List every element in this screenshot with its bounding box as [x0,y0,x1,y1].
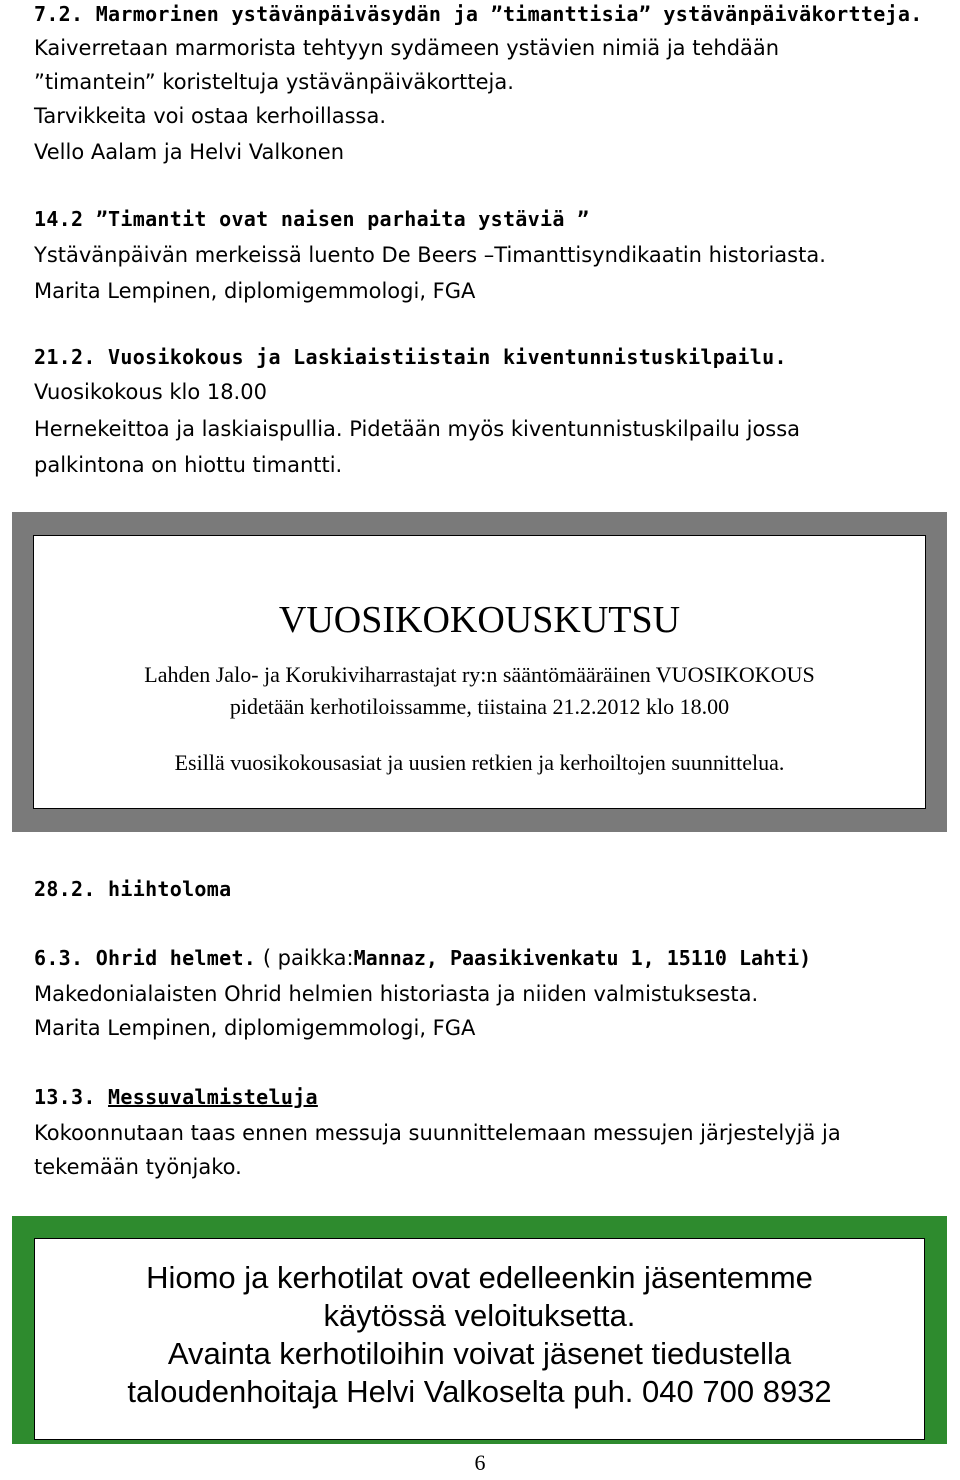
page-number: 6 [474,1450,486,1475]
notice-box-inner [34,1238,925,1440]
section-13-3-line: Kokoonnutaan taas ennen messuja suunnittelemaan messujen järjestelyjä ja [34,1121,841,1145]
section-13-3-heading-line [34,1083,318,1111]
notice-box [12,1216,947,1444]
section-6-3-place: Mannaz, Paasikivenkatu 1, 15110 Lahti) [353,946,812,970]
invitation-line: Lahden Jalo- ja Korukiviharrastajat ry:n sääntömääräinen VUOSIKOKOUS [144,662,815,687]
section-7-2-line: ”timantein” koristeltuja ystävänpäiväkortteja. [34,70,514,94]
notice-line: käytössä veloituksetta. [323,1298,636,1333]
section-14-2-heading: 14.2 ”Timantit ovat naisen parhaita ystäviä ” [34,207,590,231]
section-6-3-place-prefix: ( paikka: [256,946,354,970]
section-21-2-heading: 21.2. Vuosikokous ja Laskiaistiistain kiventunnistuskilpailu. [34,345,787,369]
invitation-line: pidetään kerhotiloissamme, tiistaina 21.2.2012 klo 18.00 [229,694,730,719]
section-6-3-line: Marita Lempinen, diplomigemmologi, FGA [34,1016,476,1040]
section-6-3-heading: 6.3. Ohrid helmet. [34,946,257,970]
section-14-2-line: Marita Lempinen, diplomigemmologi, FGA [34,279,476,303]
invitation-box-inner [33,535,926,809]
section-7-2-line: Vello Aalam ja Helvi Valkonen [34,140,345,164]
invitation-line: Esillä vuosikokousasiat ja uusien retkien ja kerhoiltojen suunnittelua. [174,750,785,775]
invitation-title: VUOSIKOKOUSKUTSU [278,599,681,641]
section-7-2-line: Kaiverretaan marmorista tehtyyn sydämeen ystävien nimiä ja tehdään [34,36,780,60]
section-13-3-date: 13.3. [34,1085,109,1109]
section-28-2-heading: 28.2. hiihtoloma [34,877,232,901]
section-6-3-heading-line [34,944,811,972]
section-21-2-line: palkintona on hiottu timantti. [34,453,343,477]
section-6-3-line: Makedonialaisten Ohrid helmien historiasta ja niiden valmistuksesta. [34,982,759,1006]
section-13-3-title: Messuvalmisteluja [108,1085,318,1109]
invitation-box [12,512,947,832]
notice-line: Hiomo ja kerhotilat ovat edelleenkin jäsentemme [146,1260,813,1295]
section-7-2-heading: 7.2. Marmorinen ystävänpäiväsydän ja ”timanttisia” ystävänpäiväkortteja. [34,2,923,26]
section-14-2-line: Ystävänpäivän merkeissä luento De Beers –Timanttisyndikaatin historiasta. [34,243,826,267]
section-13-3-line: tekemään työnjako. [34,1155,242,1179]
notice-line: Avainta kerhotiloihin voivat jäsenet tiedustella [167,1336,792,1371]
section-21-2-line: Hernekeittoa ja laskiaispullia. Pidetään myös kiventunnistuskilpailu jossa [34,417,801,441]
section-7-2-line: Tarvikkeita voi ostaa kerhoillassa. [34,104,386,128]
notice-line: taloudenhoitaja Helvi Valkoselta puh. 040 700 8932 [127,1374,832,1409]
section-21-2-line: Vuosikokous klo 18.00 [34,380,267,404]
